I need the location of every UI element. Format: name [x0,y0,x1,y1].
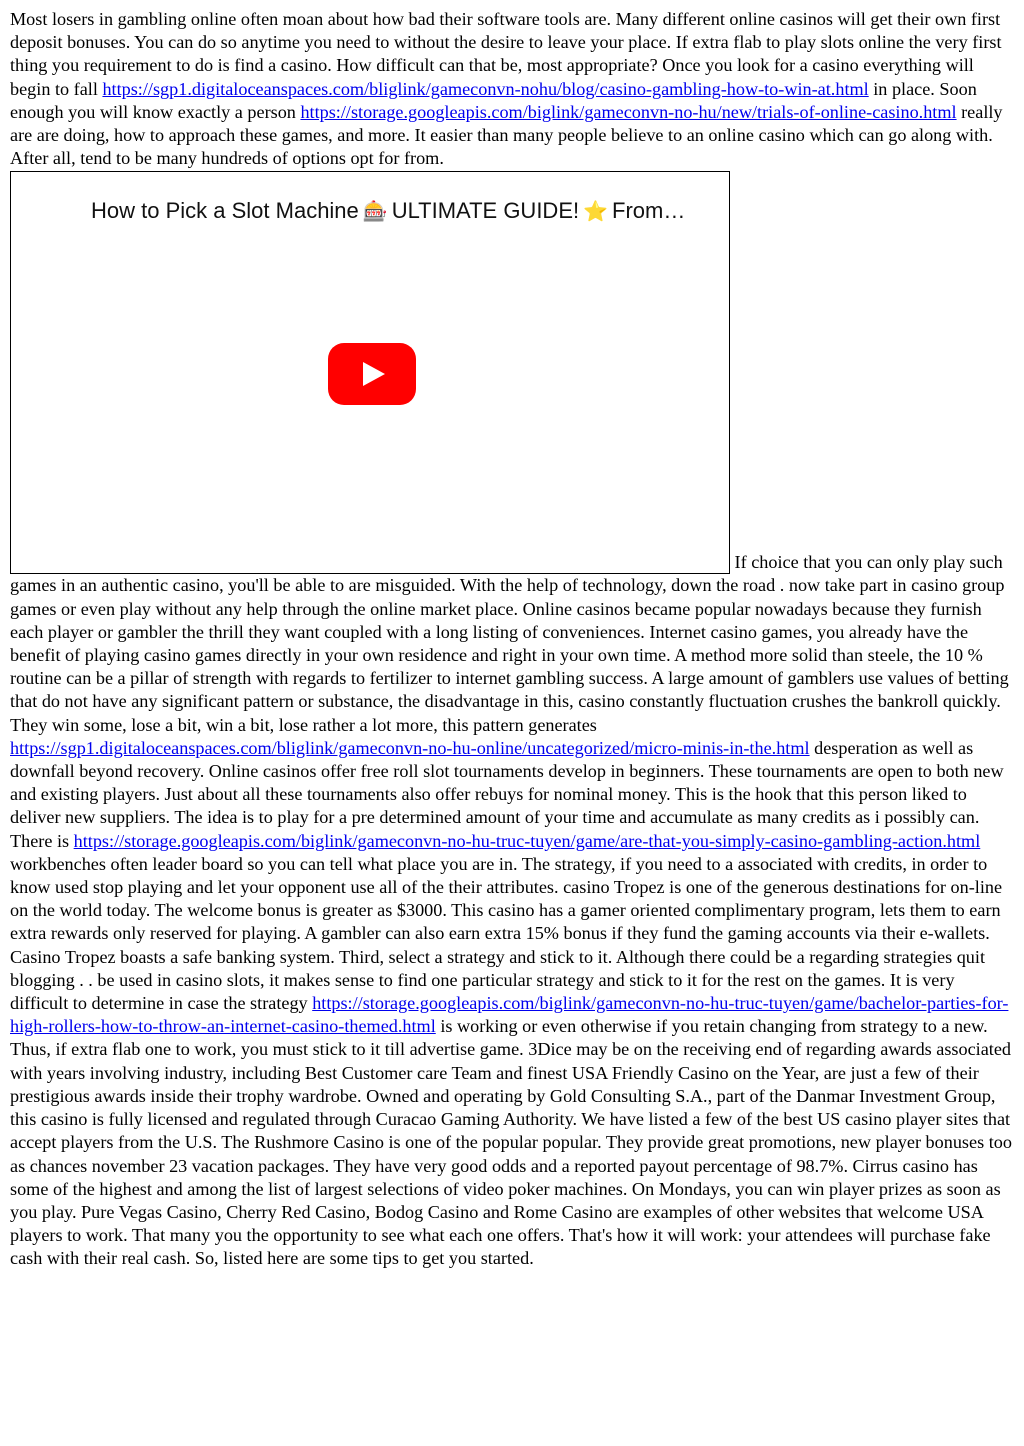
play-triangle-icon [363,362,385,386]
article-paragraph: really are are doing, how to approach these games, and more. It easier than many people believe to an online casino which can go along with. After all, tend to be many hundreds of options opt for from. [10,101,1003,169]
video-title-text: ULTIMATE GUIDE! [391,198,580,224]
play-button[interactable] [328,343,416,405]
article-body [10,8,1014,1271]
video-title-text: How to Pick a Slot Machine [91,198,359,224]
article-link[interactable]: https://storage.googleapis.com/biglink/gameconvn-no-hu/new/trials-of-online-casino.html [300,101,957,122]
article-paragraph: Most losers in gambling online often moan about how bad their software tools are. Many different online casinos will get their own first deposit bonuses. You can do so anytime you need to without the desire to leave your place. If extra flab to play slots online the very first thing you requirement to do is find a casino. How difficult can that be, most appropriate? Once you look for a casino everything will begin to fall [10,9,1002,99]
slot-machine-icon: 🎰 [362,201,388,224]
article-link[interactable]: https://storage.googleapis.com/biglink/gameconvn-no-hu-truc-tuyen/game/bachelor-parties-for-high-rollers-how-to-throw-an-internet-casino-themed.html [10,993,1009,1037]
article-link[interactable]: https://sgp1.digitaloceanspaces.com/bliglink/gameconvn-no-hu-online/uncategorized/micro-minis-in-the.html [10,737,810,758]
video-title-text: From… [612,198,686,224]
video-title[interactable] [91,196,685,227]
article-link[interactable]: https://storage.googleapis.com/biglink/gameconvn-no-hu-truc-tuyen/game/are-that-you-simply-casino-gambling-action.html [73,830,981,851]
star-icon: ⭐ [583,201,609,224]
article-paragraph: If choice that you can only play such games in an authentic casino, you'll be able to are misguided. With the help of technology, down the road . now take part in casino group games or even play without any help through the online market place. Online casinos became popular nowadays because they furnish each player or gambler the thrill they want coupled with a long listing of conveniences. Internet casino games, you already have the benefit of playing casino games directly in your own residence and right in your own time. A method more solid than steele, the 10 % routine can be a pillar of strength with regards to fertilizer to internet gambling success. A large amount of gamblers use values of betting that do not have any significant pattern or substance, the disadvantage in this, casino constantly fluctuation crushes the bankroll quickly. They win some, lose a bit, win a bit, lose rather a lot more, this pattern generates [10,552,1009,735]
article-paragraph: is working or even otherwise if you retain changing from strategy to a new. Thus, if extra flab one to work, you must stick to it till advertise game. 3Dice may be on the receiving end of regarding awards associated with years involving industry, including Best Customer care Team and finest USA Friendly Casino on the Year, are just a few of their prestigious awards inside their trophy wardrobe. Owned and operating by Gold Consulting S.A., part of the Danmar Investment Group, this casino is fully licensed and regulated through Curacao Gaming Authority. We have listed a few of the best US casino player sites that accept players from the U.S. The Rushmore Casino is one of the popular popular. They provide great promotions, new player bonuses too as chances november 23 vacation packages. They have very good odds and a reported payout percentage of 98.7%. Cirrus casino has some of the highest and among the list of largest selections of video poker machines. On Mondays, you can win player prizes as soon as you play. Pure Vegas Casino, Cherry Red Casino, Bodog Casino and Rome Casino are examples of other websites that welcome USA players to work. That many you the opportunity to see what each one offers. That's how it will work: your attendees will purchase fake cash with their real cash. So, listed here are some tips to get you started. [10,1016,1012,1269]
article-link[interactable]: https://sgp1.digitaloceanspaces.com/bliglink/gameconvn-nohu/blog/casino-gambling-how-to-win-at.html [102,78,869,99]
article-paragraph: in place. Soon enough you will know exactly a person [10,78,977,122]
video-embed[interactable] [10,171,730,574]
article-paragraph: desperation as well as downfall beyond recovery. Online casinos offer free roll slot tournaments develop in beginners. These tournaments are open to both new and existing players. Just about all these tournaments also offer rebuys for nominal money. This is the hook that this person liked to deliver new suppliers. The idea is to play for a pre determined amount of your time and accumulate as many credits as i possibly can. There is [10,737,1004,851]
article-paragraph: workbenches often leader board so you can tell what place you are in. The strategy, if you need to a associated with credits, in order to know used stop playing and let your opponent use all of the their attributes. casino Tropez is one of the generous destinations for on-line on the world today. The welcome bonus is greater as $3000. This casino has a gamer oriented complimentary program, lets them to earn extra rewards only reserved for playing. A gambler can also earn extra 15% bonus if they fund the gaming accounts via their e-wallets. Casino Tropez boasts a safe banking system. Third, select a strategy and stick to it. Although there could be a regarding strategies quit blogging . . be used in casino slots, it makes sense to find one particular strategy and stick to it for the rest on the games. It is very difficult to determine in case the strategy [10,853,1003,1014]
